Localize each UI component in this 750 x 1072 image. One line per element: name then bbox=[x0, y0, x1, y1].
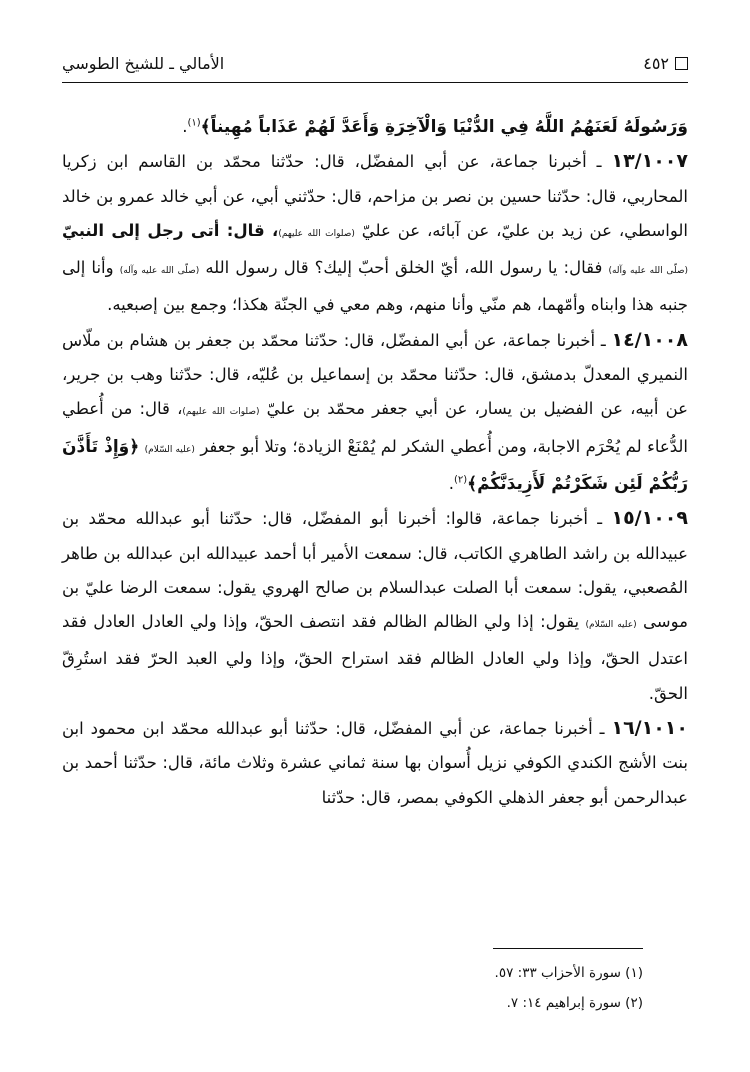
hadith-1009 bbox=[62, 501, 688, 711]
hadith-text: ـ أخبرنا جماعة، قالوا: أخبرنا أبو المفضّل، قال: حدّثنا أبو عبدالله محمّد بن عبيدالله بن راشد الطاهري الكاتب، قال: سمعت الأمير أبا أحمد عبيدالله ابن عبدالله بن طاهر المُصعبي، يقول: سمعت أبا الصلت عبدالسلام بن صالح الهروي يقول: سمعت الرضا عليّ بن موسى bbox=[62, 509, 688, 632]
quran-verse: ﴿وَإِذْ تَأَذَّنَ رَبُّكُمْ لَئِن شَكَرْتُمْ لَأَزِيدَنَّكُمْ﴾ bbox=[62, 436, 688, 494]
running-title: الأمالي ـ للشيخ الطوسي bbox=[62, 53, 225, 73]
hadith-text: ، قال: من أُعطي الدُّعاء لم يُحْرَم الاجابة، ومن أُعطي الشكر لم يُمْنَعْ الزيادة؛ وتلا أبو جعفر bbox=[62, 399, 688, 456]
quran-verse: وَرَسُولَهُ لَعَنَهُمُ اللَّهُ فِي الدُّنْيَا وَالْآخِرَةِ وَأَعَدَّ لَهُمْ عَذَاباً مُهِيناً﴾ bbox=[200, 117, 688, 137]
footnotes bbox=[62, 958, 643, 1018]
footnote-item: (١) سورة الأحزاب ٣٣: ٥٧. bbox=[494, 965, 643, 981]
salla-formula: (صلّى الله عليه وآله) bbox=[608, 266, 688, 277]
hadith-text: وأنا إلى جنبه هذا وابناه وأمّهما، هم منّي وأنا منهم، وهم معي في الجنّة هكذا؛ وجمع بين إصبعيه. bbox=[62, 258, 688, 315]
alayhi-formula: (عليه السّلام) bbox=[144, 444, 195, 455]
hadith-text: ، قال: أتى رجل إلى النبيّ bbox=[62, 220, 279, 240]
salla-formula: (صلّى الله عليه وآله) bbox=[119, 266, 200, 277]
hadith-number: ١٥/١٠٠٩ bbox=[611, 507, 688, 530]
hadith-1007 bbox=[62, 144, 688, 322]
hadith-number: ١٤/١٠٠٨ bbox=[611, 328, 688, 351]
hadith-1010 bbox=[62, 711, 688, 815]
hadith-1008: ١٤/١٠٠٨ ـ أخبرنا جماعة، عن أبي المفضّل، قال: حدّثنا محمّد بن جعفر بن هشام بن ملّاس النميري المعدلّ بدمشق، قال: حدّثنا محمّد بن إسماعيل بن عُليّه، قال: حدّثنا وهب بن جرير، عن أبيه، عن الفضيل بن يسار، عن أبي جعفر محمّد بن عليّ (صلوات الله عليهم)، قال: من أُعطي الدُّعاء لم يُحْرَم الاجابة، ومن أُعطي الشكر لم يُمْنَعْ الزيادة؛ وتلا أبو جعفر (عليه السّلام) ﴿وَإِذْ تَأَذَّنَ رَبُّكُمْ لَئِن شَكَرْتُمْ لَأَزِيدَنَّكُمْ﴾$^{(٢)}$. bbox=[62, 328, 688, 494]
hadith-number: ١٦/١٠١٠ bbox=[611, 717, 688, 740]
page-header bbox=[62, 48, 688, 78]
footnote-item: (٢) سورة إبراهيم ١٤: ٧. bbox=[506, 995, 643, 1011]
header-divider bbox=[62, 82, 688, 83]
main-text bbox=[62, 110, 688, 815]
hadith-text: يقول: إذا ولي الظالم الظالم فقد انتصف الحقّ، وإذا ولي العادل العادل فقد اعتدل الحقّ، وإذا ولي العادل الظالم فقد استراح الحقّ، وإذا ولي العبد الحرّ فقد استُرِقّ الحقّ. bbox=[62, 612, 688, 703]
verse-continuation: وَرَسُولَهُ لَعَنَهُمُ اللَّهُ فِي الدُّنْيَا وَالْآخِرَةِ وَأَعَدَّ لَهُمْ عَذَاباً مُهِيناً﴾$^{(١)}$. bbox=[182, 117, 688, 137]
page-number: ٤٥٢ bbox=[643, 53, 669, 73]
hadith-text: ـ أخبرنا جماعة، عن أبي المفضّل، قال: حدّثنا أبو عبدالله محمّد ابن محمود ابن بنت الأشج الكندي الكوفي نزيل أُسوان بها سنة ثماني عشرة وثلاث مائة، قال: حدّثنا أحمد بن عبدالرحمن أبو جعفر الذهلي الكوفي بمصر، قال: حدّثنا bbox=[62, 719, 688, 807]
hadith-number: ١٣/١٠٠٧ bbox=[611, 150, 688, 173]
alayhi-formula: (عليه السّلام) bbox=[585, 620, 637, 631]
footnote-ref: (٢) bbox=[453, 474, 468, 486]
footnote-ref: (١) bbox=[187, 117, 201, 129]
salawat-formula: (صلوات الله عليهم) bbox=[182, 407, 260, 418]
square-icon bbox=[675, 57, 688, 70]
hadith-text: ـ أخبرنا جماعة، عن أبي المفضّل، قال: حدّثنا محمّد بن القاسم ابن زكريا المحاربي، قال: حدّثنا حسين بن نصر بن مزاحم، قال: حدّثني أبي، عن أبي خالد عمرو بن خالد الواسطي، عن زيد بن عليّ، عن آبائه، عن عليّ bbox=[62, 152, 688, 240]
footnote-divider bbox=[493, 948, 643, 949]
page-number-group bbox=[643, 54, 688, 73]
salawat-formula: (صلوات الله عليهم) bbox=[278, 228, 355, 239]
hadith-text: ـ أخبرنا جماعة، عن أبي المفضّل، قال: حدّثنا محمّد بن جعفر بن هشام بن ملّاس النميري المعدلّ بدمشق، قال: حدّثنا محمّد بن إسماعيل بن عُليّه، قال: حدّثنا وهب بن جرير، عن أبيه، عن الفضيل بن يسار، عن أبي جعفر محمّد بن عليّ bbox=[62, 330, 688, 419]
hadith-text: فقال: يا رسول الله، أيّ الخلق أحبّ إليك؟ قال رسول الله bbox=[205, 258, 603, 278]
